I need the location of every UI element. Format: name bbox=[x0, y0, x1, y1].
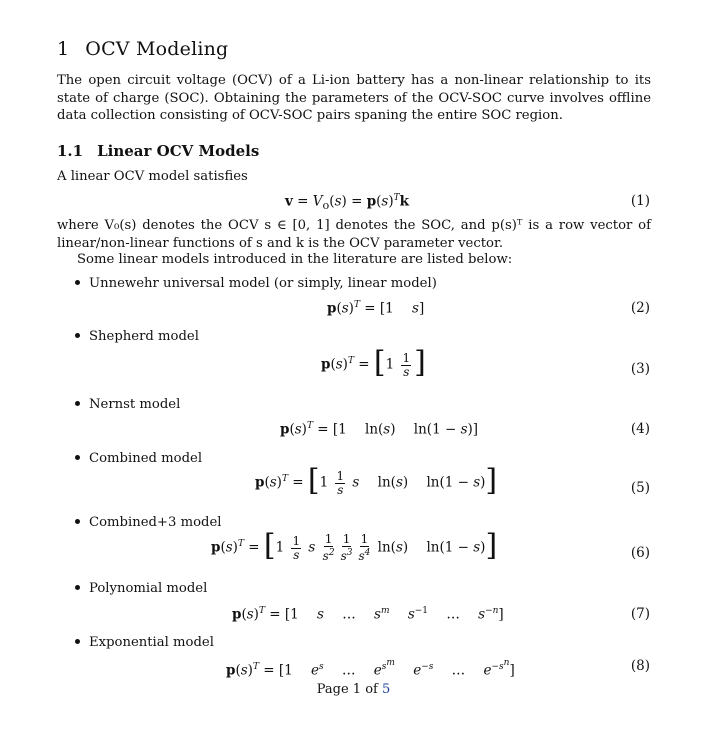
model-name: Combined+3 model bbox=[89, 515, 222, 530]
model-name: Shepherd model bbox=[89, 329, 199, 344]
where-paragraph: where V₀(s) denotes the OCV s ∈ [0, 1] denotes the SOC, and p(s)ᵀ is a row vector of linear/non-linear functions of s and k is the OCV parameter vector. bbox=[57, 218, 651, 251]
bullet-icon bbox=[75, 519, 80, 524]
section-title: OCV Modeling bbox=[85, 38, 229, 60]
equation-1: $v = V_o(s) = p(s)^Tk$ bbox=[285, 193, 410, 213]
bullet-icon bbox=[75, 639, 80, 644]
intro-paragraph: The open circuit voltage (OCV) of a Li-ion battery has a non-linear relationship to its state of charge (SOC). Obtaining the parameters of the OCV-SOC curve involves offline data collection consisting of OCV-SOC pairs spaning the entire SOC region. bbox=[57, 73, 651, 123]
list-item bbox=[75, 397, 180, 412]
equation-3: $p(s)^T = [1$ $\frac{1}{s}$ ] bbox=[321, 345, 426, 380]
footer-total-pages-link[interactable]: 5 bbox=[381, 682, 391, 697]
bullet-icon bbox=[75, 455, 80, 460]
model-name: Unnewehr universal model (or simply, linear model) bbox=[89, 276, 437, 291]
equation-8: $p(s)^T = [1$ $e^s$ … $e^{s^m}$ $e^{-s}$ … $e^{-s^n}$] bbox=[226, 658, 515, 679]
list-item bbox=[75, 329, 199, 344]
equation-7: $p(s)^T = [1$ s … $s^m$ $s^{-1}$ … $s^{-n}$] bbox=[232, 606, 504, 623]
subsection-heading bbox=[57, 142, 259, 160]
equation-number-8: (8) bbox=[630, 658, 650, 674]
equation-6: $p(s)^T = [1$ $\frac{1}{s}$ s $\frac{1}{s^2}$ $\frac{1}{s^3}$ $\frac{1}{s^4}$ ln(s) ln(1 − s)] bbox=[211, 528, 498, 563]
model-name: Polynomial model bbox=[89, 581, 208, 596]
model-name: Combined model bbox=[89, 451, 203, 466]
equation-number-3: (3) bbox=[630, 361, 650, 377]
section-heading bbox=[57, 38, 228, 60]
list-item bbox=[75, 635, 214, 650]
list-item bbox=[75, 276, 437, 291]
equation-number-5: (5) bbox=[630, 480, 650, 496]
equation-number-6: (6) bbox=[630, 545, 650, 561]
equation-number-2: (2) bbox=[630, 300, 650, 316]
equation-4: $p(s)^T = [1$ ln(s) ln(1 − s)] bbox=[280, 421, 479, 438]
equation-2: $p(s)^T = [1$ s] bbox=[327, 300, 425, 317]
model-name: Nernst model bbox=[89, 397, 181, 412]
equation-number-1: (1) bbox=[630, 193, 650, 209]
bullet-icon bbox=[75, 280, 80, 285]
list-item bbox=[75, 581, 207, 596]
footer-prefix: Page 1 of bbox=[316, 682, 378, 697]
list-intro: Some linear models introduced in the literature are listed below: bbox=[77, 252, 513, 267]
model-name: Exponential model bbox=[89, 635, 214, 650]
subsection-title: Linear OCV Models bbox=[97, 142, 260, 160]
list-item bbox=[75, 515, 221, 530]
section-number: 1 bbox=[57, 38, 70, 60]
bullet-icon bbox=[75, 401, 80, 406]
equation-5: $p(s)^T = [1$ $\frac{1}{s}$ s ln(s) ln(1 − s)] bbox=[255, 463, 498, 498]
equation-number-7: (7) bbox=[630, 606, 650, 622]
linear-intro: A linear OCV model satisfies bbox=[57, 169, 248, 184]
bullet-icon bbox=[75, 333, 80, 338]
equation-number-4: (4) bbox=[630, 421, 650, 437]
page-footer bbox=[0, 682, 707, 697]
bullet-icon bbox=[75, 585, 80, 590]
list-item bbox=[75, 451, 202, 466]
subsection-number: 1.1 bbox=[57, 142, 84, 160]
